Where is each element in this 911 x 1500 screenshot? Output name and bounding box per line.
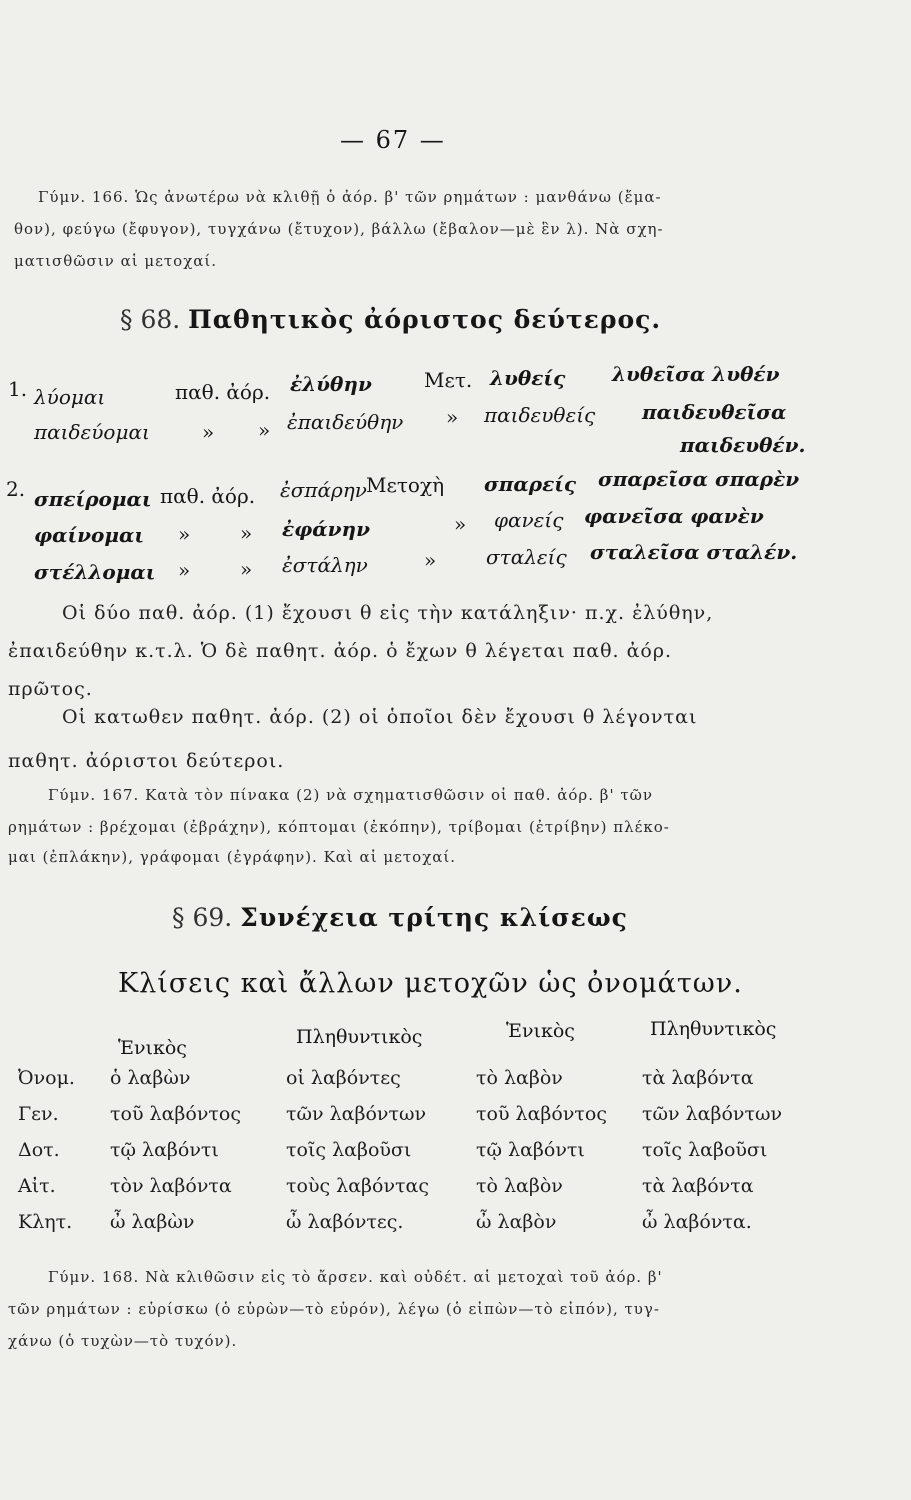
aorist-form: ἐπαιδεύθην: [287, 410, 404, 434]
table-cell: τῷ λαβόντι: [476, 1139, 585, 1161]
ditto-mark: »: [178, 522, 191, 546]
verb-paideuomai: παιδεύομαι: [34, 420, 150, 444]
table-cell: τοῦ λαβόντος: [110, 1103, 241, 1125]
case-label: Κλητ.: [18, 1211, 73, 1233]
participle-neut: παιδευθέν.: [680, 433, 806, 457]
table-row: [18, 1204, 782, 1240]
aorist-form: ἐστάλην: [282, 553, 368, 577]
paragraph-2-line-2: παθητ. ἀόριστοι δεύτεροι.: [8, 750, 285, 772]
exercise-166-line-1: Γύμν. 166. Ὡς ἀνωτέρω νὰ κλιθῇ ὁ ἀόρ. β' τῶν ρημάτων : μανθάνω (ἔμα-: [38, 188, 662, 206]
ditto-mark: »: [424, 548, 437, 572]
header-singular-masc: Ἑνικὸς: [118, 1037, 187, 1059]
table-cell: τοῖς λαβοῦσι: [642, 1139, 768, 1161]
participle-masc: φανείς: [494, 508, 564, 532]
table-cell: οἱ λαβόντες: [286, 1067, 401, 1089]
table-row: [18, 1132, 782, 1168]
exercise-166-line-2: θον), φεύγω (ἔφυγον), τυγχάνω (ἔτυχον), βάλλω (ἔβαλον—μὲ ἓν λ). Νὰ σχη-: [14, 220, 664, 238]
table-cell: τῷ λαβόντι: [110, 1139, 219, 1161]
table-cell: ὁ λαβὼν: [110, 1067, 191, 1089]
case-label: Ὀνομ.: [18, 1067, 75, 1089]
declension-subheading: Κλίσεις καὶ ἄλλων μετοχῶν ὡς ὀνομάτων.: [118, 968, 743, 999]
section-69-title: Συνέχεια τρίτης κλίσεως: [240, 903, 628, 932]
participle-masc: σταλείς: [486, 545, 567, 569]
table-cell: ὦ λαβόντες.: [286, 1211, 404, 1233]
verb-stellomai: στέλλομαι: [34, 560, 156, 584]
table-row: [18, 1168, 782, 1204]
case-label: Γεν.: [18, 1103, 59, 1125]
participle-fem-neut: λυθεῖσα λυθέν: [612, 362, 780, 386]
verb-phainomai: φαίνομαι: [34, 523, 145, 547]
exercise-168-line-2: τῶν ρημάτων : εὑρίσκω (ὁ εὑρὼν—τὸ εὑρόν), λέγω (ὁ εἰπὼν—τὸ εἰπόν), τυγ-: [8, 1300, 660, 1318]
exercise-167-line-1: Γύμν. 167. Κατὰ τὸν πίνακα (2) νὰ σχηματισθῶσιν οἱ παθ. ἀόρ. β' τῶν: [48, 786, 653, 804]
participle-label: Μετοχὴ: [366, 473, 445, 497]
participle-fem-neut: σταλεῖσα σταλέν.: [590, 540, 798, 564]
tense-label: παθ. ἀόρ.: [160, 484, 256, 508]
row-number: 1.: [8, 377, 28, 401]
table-row: [18, 1096, 782, 1132]
ditto-mark: »: [240, 521, 253, 545]
tense-label: παθ. ἀόρ.: [175, 380, 271, 404]
participle-fem-neut: σπαρεῖσα σπαρὲν: [598, 467, 800, 491]
table-cell: ὦ λαβὼν: [110, 1211, 195, 1233]
row-number: 2.: [6, 477, 26, 501]
ditto-mark: »: [454, 512, 467, 536]
exercise-168-line-3: χάνω (ὁ τυχὼν—τὸ τυχόν).: [8, 1332, 238, 1350]
ditto-mark: »: [178, 558, 191, 582]
exercise-167-line-3: μαι (ἐπλάκην), γράφομαι (ἐγράφην). Καὶ αἱ μετοχαί.: [8, 848, 457, 866]
participle-masc: σπαρείς: [484, 472, 577, 496]
case-label: Δοτ.: [18, 1139, 60, 1161]
table-cell: ὦ λαβόντα.: [642, 1211, 752, 1233]
paragraph-1-line-2: ἐπαιδεύθην κ.τ.λ. Ὁ δὲ παθητ. ἀόρ. ὁ ἔχων θ λέγεται παθ. ἀόρ.: [8, 640, 673, 662]
table-cell: τὸ λαβὸν: [476, 1067, 563, 1089]
table-cell: τοῦ λαβόντος: [476, 1103, 607, 1125]
section-68-title: Παθητικὸς ἀόριστος δεύτερος.: [188, 305, 662, 334]
ditto-mark: »: [258, 418, 271, 442]
ditto-mark: »: [202, 420, 215, 444]
section-69-number: § 69.: [172, 903, 233, 932]
verb-speiromai: σπείρομαι: [34, 487, 152, 511]
exercise-166-line-3: ματισθῶσιν αἱ μετοχαί.: [14, 252, 218, 270]
exercise-168-line-1: Γύμν. 168. Νὰ κλιθῶσιν εἰς τὸ ἄρσεν. καὶ οὐδέτ. αἱ μετοχαὶ τοῦ ἀόρ. β': [48, 1268, 663, 1286]
section-68-heading: [120, 305, 661, 334]
aorist-form: ἐσπάρην: [280, 478, 367, 502]
header-singular-neut: Ἑνικὸς: [506, 1020, 575, 1042]
participle-masc: παιδευθείς: [484, 403, 596, 427]
table-cell: τὰ λαβόντα: [642, 1175, 754, 1197]
case-label: Αἰτ.: [18, 1175, 56, 1197]
paragraph-1-line-3: πρῶτος.: [8, 678, 93, 700]
ditto-mark: »: [240, 557, 253, 581]
table-cell: τὸ λαβὸν: [476, 1175, 563, 1197]
table-row: [18, 1060, 782, 1096]
paragraph-1-line-1: Οἱ δύο παθ. ἀόρ. (1) ἔχουσι θ εἰς τὴν κατάληξιν· π.χ. ἐλύθην,: [62, 602, 714, 624]
participle-masc: λυθείς: [490, 366, 566, 390]
page-number: — 67 —: [340, 126, 446, 154]
participle-fem-neut: φανεῖσα φανὲν: [584, 504, 764, 528]
table-cell: τὰ λαβόντα: [642, 1067, 754, 1089]
exercise-167-line-2: ρημάτων : βρέχομαι (ἐβράχην), κόπτομαι (ἐκόπην), τρίβομαι (ἐτρίβην) πλέκο-: [8, 818, 670, 836]
header-plural-masc: Πληθυντικὸς: [296, 1026, 423, 1048]
section-69-heading: [172, 903, 628, 932]
participle-label: Μετ.: [424, 368, 473, 392]
table-cell: ὦ λαβὸν: [476, 1211, 557, 1233]
section-68-number: § 68.: [120, 305, 181, 334]
verb-lyomai: λύομαι: [34, 385, 106, 409]
table-cell: τῶν λαβόντων: [286, 1103, 426, 1125]
declension-table: [18, 1060, 782, 1240]
paragraph-2-line-1: Οἱ κατωθεν παθητ. ἀόρ. (2) οἱ ὁποῖοι δὲν ἔχουσι θ λέγονται: [62, 706, 698, 728]
table-cell: τῶν λαβόντων: [642, 1103, 782, 1125]
table-cell: τοῖς λαβοῦσι: [286, 1139, 412, 1161]
table-cell: τὸν λαβόντα: [110, 1175, 232, 1197]
participle-fem: παιδευθεῖσα: [642, 400, 787, 424]
aorist-form: ἐφάνην: [282, 517, 370, 541]
aorist-form: ἐλύθην: [290, 372, 372, 396]
header-plural-neut: Πληθυντικὸς: [650, 1018, 777, 1040]
table-cell: τοὺς λαβόντας: [286, 1175, 430, 1197]
ditto-mark: »: [446, 405, 459, 429]
